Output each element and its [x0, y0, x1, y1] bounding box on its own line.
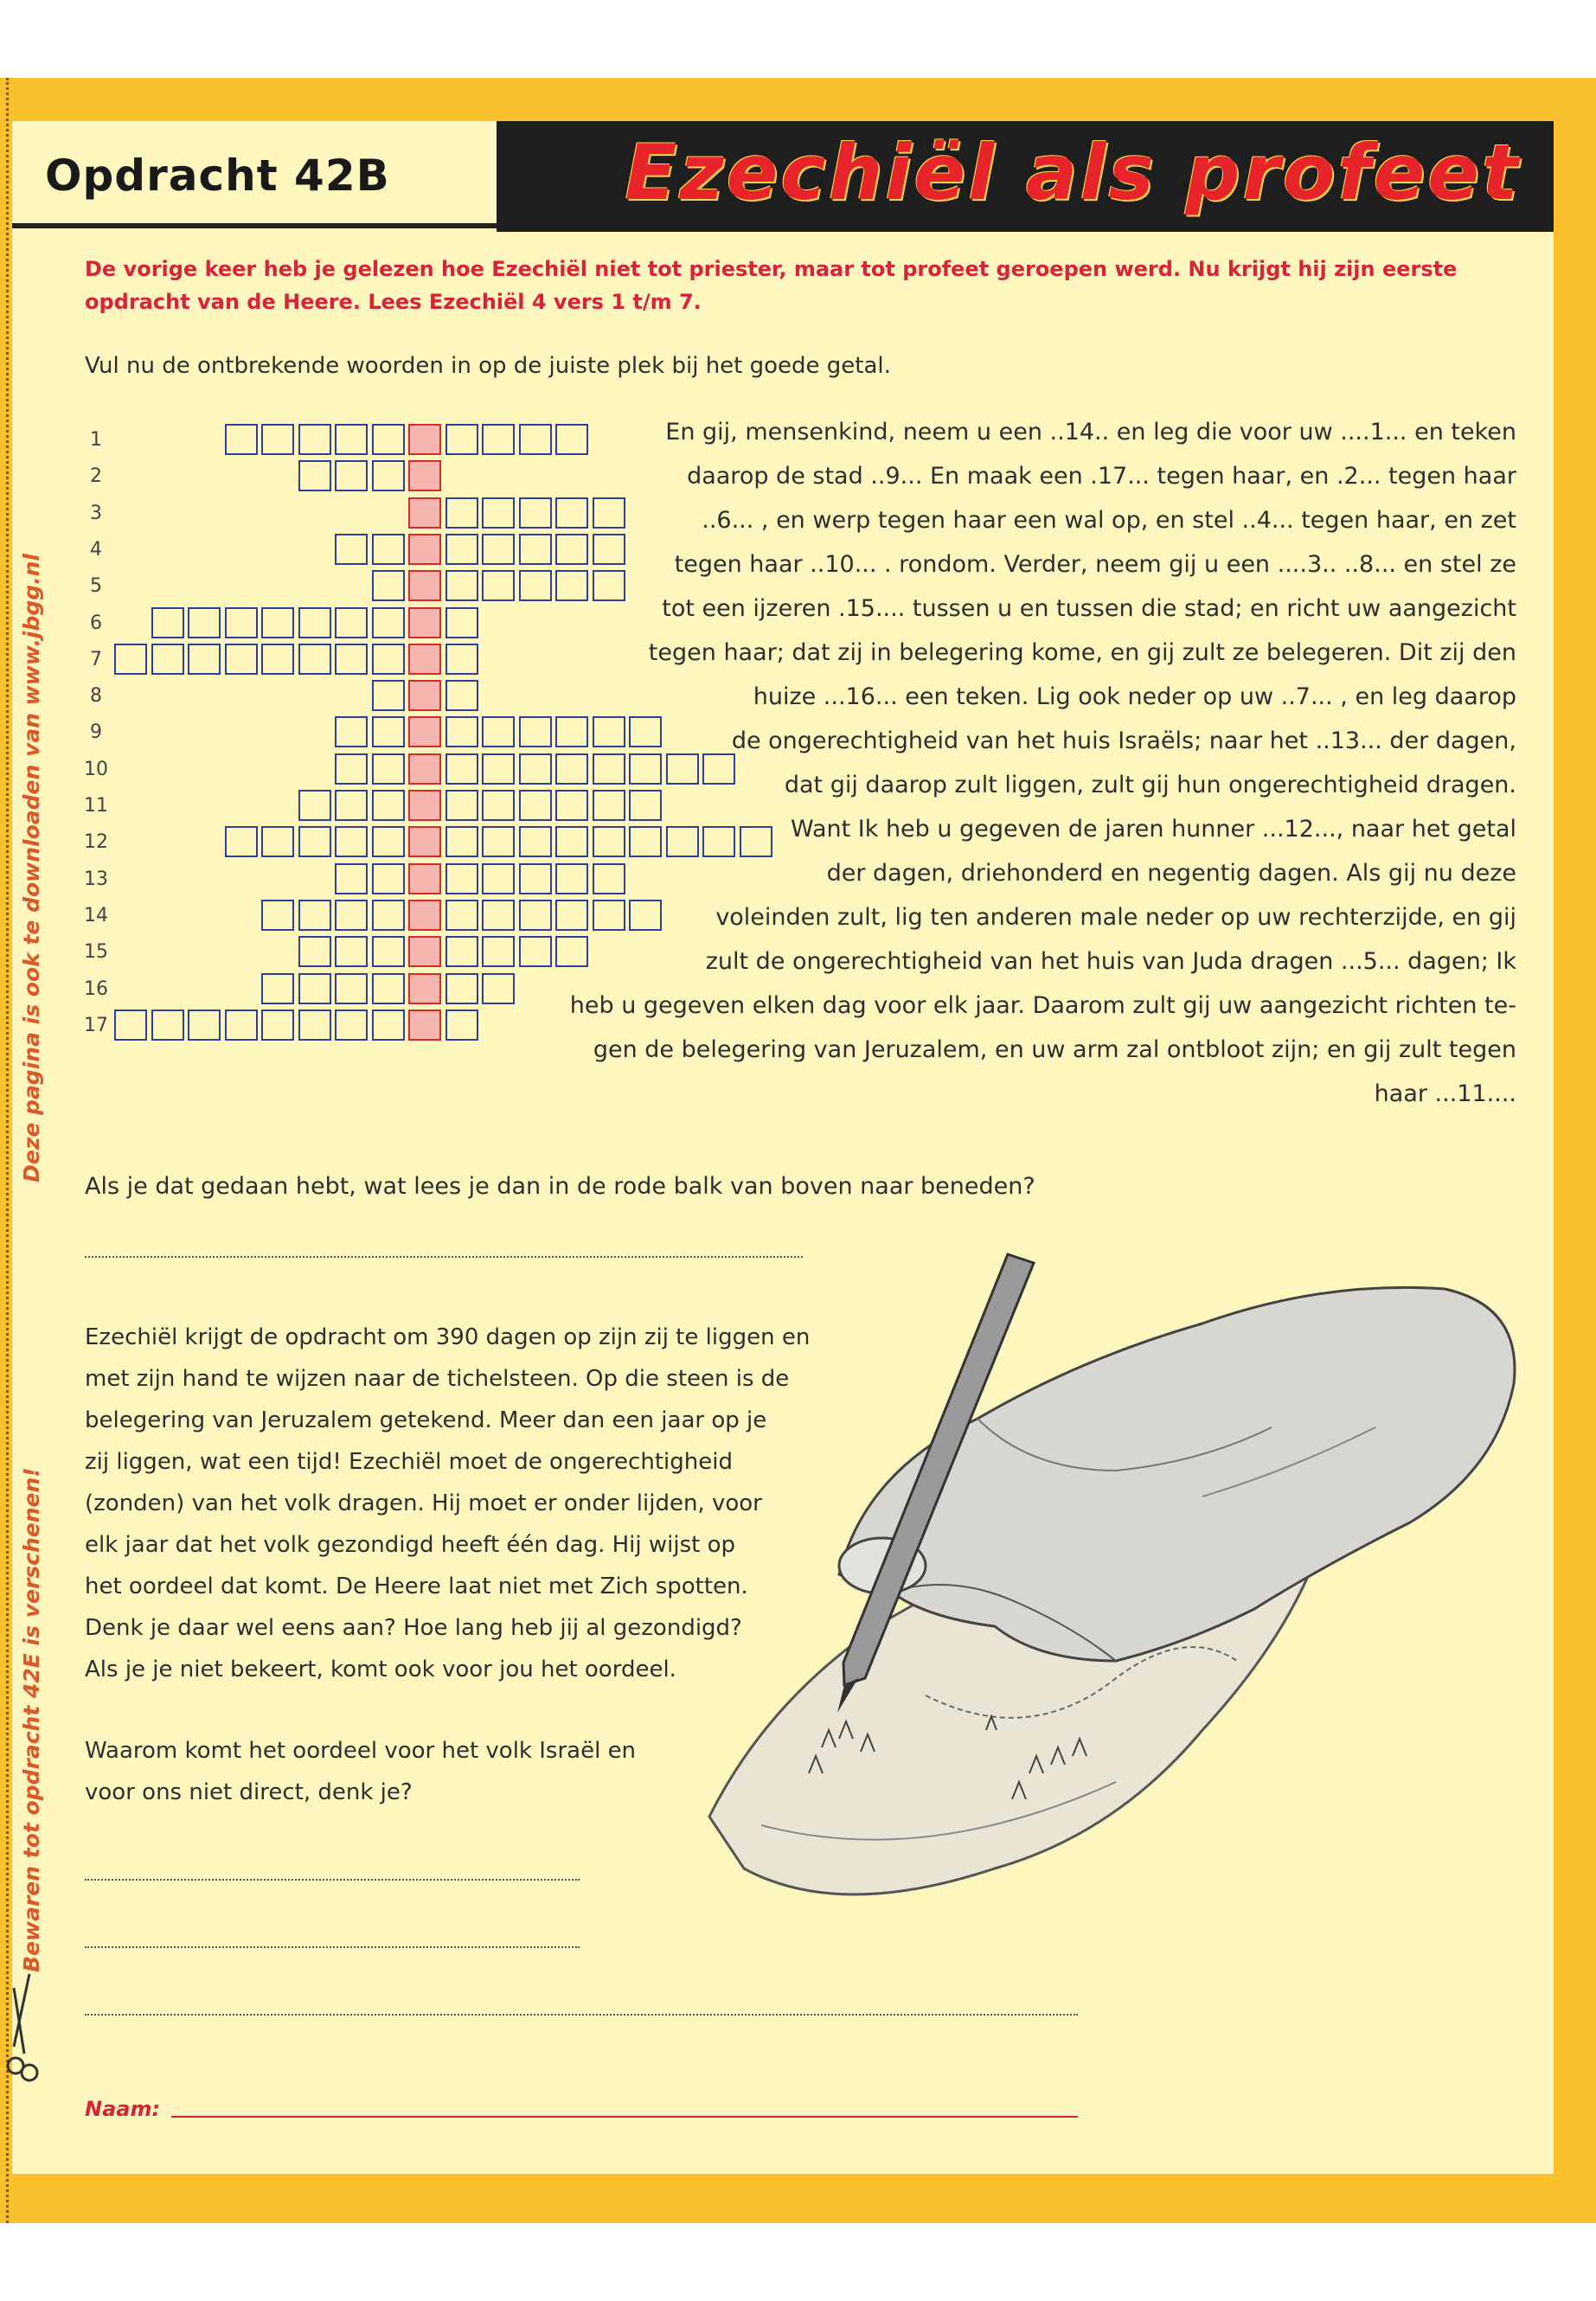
crossword-cell[interactable] [519, 534, 552, 565]
crossword-cell[interactable] [298, 936, 331, 967]
crossword-cell[interactable] [482, 900, 515, 931]
crossword-cell-solution[interactable] [408, 460, 441, 491]
crossword-cell[interactable] [372, 863, 405, 894]
side-note-keep: Bewaren tot opdracht 42E is verschenen! [19, 1467, 44, 1972]
question-why [85, 1730, 636, 1813]
crossword-cell[interactable] [372, 826, 405, 857]
crossword-cell[interactable] [335, 863, 368, 894]
crossword-cell-solution[interactable] [408, 973, 441, 1004]
crossword-cell[interactable] [188, 607, 221, 638]
paragraph-line: met zijn hand te wijzen naar de tichelsteen. Op die steen is de [85, 1366, 790, 1392]
crossword-cell[interactable] [445, 936, 478, 967]
crossword-cell[interactable] [335, 973, 368, 1004]
crossword-cell[interactable] [482, 424, 515, 455]
crossword-cell[interactable] [261, 424, 294, 455]
paragraph-line: het oordeel dat komt. De Heere laat niet met Zich spotten. [85, 1574, 748, 1599]
passage-line: tegen haar; dat zij in belegering kome, en gij zult ze belegeren. Dit zij den [648, 639, 1516, 666]
crossword-cell[interactable] [335, 716, 368, 747]
crossword-cell[interactable] [261, 973, 294, 1004]
crossword-cell[interactable] [519, 936, 552, 967]
crossword-cell[interactable] [261, 644, 294, 675]
crossword-cell[interactable] [335, 460, 368, 491]
crossword-cell[interactable] [445, 826, 478, 857]
crossword-cell[interactable] [188, 644, 221, 675]
crossword-cell[interactable] [372, 1009, 405, 1041]
passage-line: tot een ijzeren .15.... tussen u en tussen die stad; en richt uw aangezicht [662, 595, 1516, 622]
passage-line: zult de ongerechtigheid van het huis van Juda dragen ...5... dagen; Ik [705, 948, 1516, 975]
crossword-cell[interactable] [519, 716, 552, 747]
crossword-cell-solution[interactable] [408, 644, 441, 675]
assignment-box [12, 121, 497, 228]
crossword-cell[interactable] [445, 607, 478, 638]
crossword-cell-solution[interactable] [408, 753, 441, 785]
paragraph-line: belegering van Jeruzalem getekend. Meer dan een jaar op je [85, 1407, 767, 1433]
question-red-column: Als je dat gedaan hebt, wat lees je dan in de rode balk van boven naar beneden? [85, 1173, 1035, 1200]
crossword-cell[interactable] [335, 644, 368, 675]
crossword-cell[interactable] [335, 1009, 368, 1041]
crossword-cell[interactable] [225, 644, 258, 675]
scissors-icon [3, 1971, 43, 2092]
name-input[interactable] [171, 2116, 1078, 2118]
crossword-cell[interactable] [151, 607, 184, 638]
crossword-row-number: 5 [90, 575, 102, 598]
crossword-cell[interactable] [372, 900, 405, 931]
crossword-row-number: 13 [84, 868, 108, 890]
crossword-cell[interactable] [482, 826, 515, 857]
crossword-cell-solution[interactable] [408, 790, 441, 821]
crossword-cell[interactable] [482, 863, 515, 894]
passage-line: der dagen, driehonderd en negentig dagen. Als gij nu deze [826, 860, 1516, 887]
passage-line: huize ...16... een teken. Lig ook neder op uw ..7... , en leg daarop [753, 683, 1516, 710]
crossword-cell[interactable] [298, 644, 331, 675]
crossword-row-number: 9 [90, 721, 102, 744]
crossword-cell[interactable] [482, 570, 515, 601]
crossword-cell[interactable] [335, 790, 368, 821]
crossword-cell-solution[interactable] [408, 863, 441, 894]
crossword-cell[interactable] [372, 644, 405, 675]
crossword-cell[interactable] [445, 753, 478, 785]
crossword-cell[interactable] [445, 790, 478, 821]
instruction-text: Vul nu de ontbrekende woorden in op de juiste plek bij het goede getal. [85, 353, 891, 379]
crossword-cell[interactable] [519, 497, 552, 529]
passage-line: haar ...11.... [1374, 1080, 1516, 1107]
crossword-cell[interactable] [372, 570, 405, 601]
paragraph-line: Denk je daar wel eens aan? Hoe lang heb jij al gezondigd? [85, 1615, 742, 1641]
crossword-cell[interactable] [445, 716, 478, 747]
crossword-row-number: 8 [90, 685, 102, 708]
crossword-cell[interactable] [372, 680, 405, 711]
hand-drawing-illustration [666, 1211, 1531, 1920]
answer-line-3[interactable] [85, 1945, 580, 1948]
crossword-cell[interactable] [372, 424, 405, 455]
side-note [19, 554, 50, 1972]
crossword-cell[interactable] [335, 607, 368, 638]
crossword-cell[interactable] [225, 826, 258, 857]
passage-line: heb u gegeven elken dag voor elk jaar. Daarom zult gij uw aangezicht richten te- [569, 992, 1516, 1019]
cut-line [6, 78, 9, 2223]
crossword-cell[interactable] [445, 1009, 478, 1041]
crossword-cell[interactable] [482, 753, 515, 785]
crossword-row-number: 2 [90, 465, 102, 488]
crossword-cell[interactable] [261, 826, 294, 857]
crossword-cell[interactable] [519, 424, 552, 455]
crossword-row-number: 15 [84, 941, 108, 964]
crossword-cell[interactable] [151, 1009, 184, 1041]
crossword-cell[interactable] [225, 607, 258, 638]
crossword-cell[interactable] [372, 936, 405, 967]
crossword-cell[interactable] [261, 1009, 294, 1041]
crossword-cell[interactable] [261, 900, 294, 931]
paragraph-line: (zonden) van het volk dragen. Hij moet er onder lijden, voor [85, 1490, 762, 1516]
crossword-cell[interactable] [445, 900, 478, 931]
side-note-download: Deze pagina is ook te downloaden van www.jbgg.nl [19, 554, 44, 1183]
crossword-cell-solution[interactable] [408, 424, 441, 455]
crossword-cell[interactable] [519, 790, 552, 821]
crossword-cell[interactable] [445, 863, 478, 894]
crossword-cell[interactable] [372, 607, 405, 638]
paragraph-line: zij liggen, wat een tijd! Ezechiël moet de ongerechtigheid [85, 1449, 733, 1475]
crossword-cell[interactable] [445, 644, 478, 675]
crossword-row-number: 14 [84, 904, 108, 926]
crossword-cell[interactable] [482, 534, 515, 565]
crossword-cell[interactable] [482, 973, 515, 1004]
scripture-passage [570, 410, 1516, 1116]
passage-line: ..6... , en werp tegen haar een wal op, en stel ..4... tegen haar, en zet [702, 507, 1516, 534]
page-title: Ezechiël als profeet [625, 128, 1521, 217]
crossword-cell[interactable] [445, 534, 478, 565]
crossword-cell[interactable] [335, 936, 368, 967]
crossword-row-number: 7 [90, 648, 102, 670]
crossword-cell[interactable] [519, 900, 552, 931]
crossword-cell-solution[interactable] [408, 534, 441, 565]
crossword-cell-solution[interactable] [408, 936, 441, 967]
crossword-cell[interactable] [372, 790, 405, 821]
crossword-cell[interactable] [372, 460, 405, 491]
crossword-cell[interactable] [445, 497, 478, 529]
crossword-cell[interactable] [298, 607, 331, 638]
crossword-cell[interactable] [298, 460, 331, 491]
crossword-cell-solution[interactable] [408, 900, 441, 931]
crossword-cell[interactable] [225, 424, 258, 455]
passage-line: dat gij daarop zult liggen, zult gij hun ongerechtigheid dragen. [784, 772, 1516, 798]
passage-line: tegen haar ..10... . rondom. Verder, neem gij u een ....3.. ..8... en stel ze [674, 551, 1516, 578]
crossword-row-number: 16 [84, 977, 108, 1000]
crossword-row-number: 12 [84, 831, 108, 854]
passage-line: gen de belegering van Jeruzalem, en uw arm zal ontbloot zijn; en gij zult tegen [593, 1036, 1516, 1063]
name-label: Naam: [85, 2097, 161, 2121]
crossword-cell[interactable] [482, 716, 515, 747]
passage-line: voleinden zult, lig ten anderen male neder op uw rechterzijde, en gij [715, 904, 1516, 931]
crossword-cell-solution[interactable] [408, 570, 441, 601]
intro-text: De vorige keer heb je gelezen hoe Ezechiël niet tot priester, maar tot profeet geroepen werd. Nu krijgt hij zijn eerste opdracht van de Heere. Lees Ezechiël 4 vers 1 t/m 7. [85, 257, 1458, 314]
crossword-cell[interactable] [445, 424, 478, 455]
crossword-cell[interactable] [519, 863, 552, 894]
answer-line-2[interactable] [85, 1877, 580, 1881]
crossword-cell[interactable] [372, 716, 405, 747]
crossword-cell[interactable] [482, 936, 515, 967]
crossword-cell[interactable] [519, 570, 552, 601]
crossword-cell-solution[interactable] [408, 1009, 441, 1041]
crossword-row-number: 17 [84, 1014, 108, 1036]
crossword-row-number: 6 [90, 612, 102, 634]
crossword-cell[interactable] [335, 753, 368, 785]
crossword-cell[interactable] [298, 1009, 331, 1041]
crossword-cell-solution[interactable] [408, 680, 441, 711]
crossword-cell-solution[interactable] [408, 497, 441, 529]
crossword-cell[interactable] [482, 790, 515, 821]
crossword-cell-solution[interactable] [408, 826, 441, 857]
crossword-cell-solution[interactable] [408, 716, 441, 747]
crossword-row-number: 10 [84, 758, 108, 780]
crossword-row-number: 3 [90, 502, 102, 524]
crossword-cell[interactable] [445, 973, 478, 1004]
crossword-cell[interactable] [151, 644, 184, 675]
crossword-cell[interactable] [372, 534, 405, 565]
assignment-label: Opdracht 42B [45, 151, 390, 201]
crossword-cell[interactable] [225, 1009, 258, 1041]
crossword-row-number: 1 [90, 429, 102, 451]
crossword-cell[interactable] [298, 973, 331, 1004]
crossword-cell[interactable] [372, 973, 405, 1004]
crossword-cell[interactable] [335, 534, 368, 565]
passage-line: Want Ik heb u gegeven de jaren hunner ...12..., naar het getal [790, 816, 1516, 843]
crossword-cell[interactable] [114, 644, 147, 675]
crossword-row-number: 4 [90, 538, 102, 561]
title-bar [497, 121, 1554, 232]
question-line: Waarom komt het oordeel voor het volk Israël en [85, 1738, 637, 1764]
crossword-cell[interactable] [114, 1009, 147, 1041]
answer-line-4[interactable] [85, 2012, 1078, 2016]
crossword-cell[interactable] [519, 753, 552, 785]
crossword-cell[interactable] [335, 424, 368, 455]
crossword-cell[interactable] [188, 1009, 221, 1041]
crossword-cell[interactable] [335, 826, 368, 857]
passage-line: En gij, mensenkind, neem u een ..14.. en leg die voor uw ....1... en teken [665, 419, 1516, 445]
crossword-cell[interactable] [519, 826, 552, 857]
crossword-cell[interactable] [335, 900, 368, 931]
crossword-cell[interactable] [445, 570, 478, 601]
crossword-row-number: 11 [84, 795, 108, 817]
crossword-cell[interactable] [445, 680, 478, 711]
crossword-cell[interactable] [298, 826, 331, 857]
crossword-cell[interactable] [298, 424, 331, 455]
paragraph-line: Als je je niet bekeert, komt ook voor jou het oordeel. [85, 1657, 676, 1682]
question-line: voor ons niet direct, denk je? [85, 1779, 413, 1805]
passage-line: de ongerechtigheid van het huis Israëls; naar het ..13... der dagen, [731, 727, 1516, 754]
crossword-cell[interactable] [298, 900, 331, 931]
crossword-cell-solution[interactable] [408, 607, 441, 638]
crossword-cell[interactable] [261, 607, 294, 638]
crossword-cell[interactable] [372, 753, 405, 785]
paragraph-line: elk jaar dat het volk gezondigd heeft één dag. Hij wijst op [85, 1532, 736, 1558]
paragraph-line: Ezechiël krijgt de opdracht om 390 dagen op zijn zij te liggen en [85, 1324, 811, 1350]
crossword-cell[interactable] [298, 790, 331, 821]
passage-line: daarop de stad ..9... En maak een .17... tegen haar, en .2... tegen haar [687, 463, 1516, 490]
crossword-cell[interactable] [482, 497, 515, 529]
